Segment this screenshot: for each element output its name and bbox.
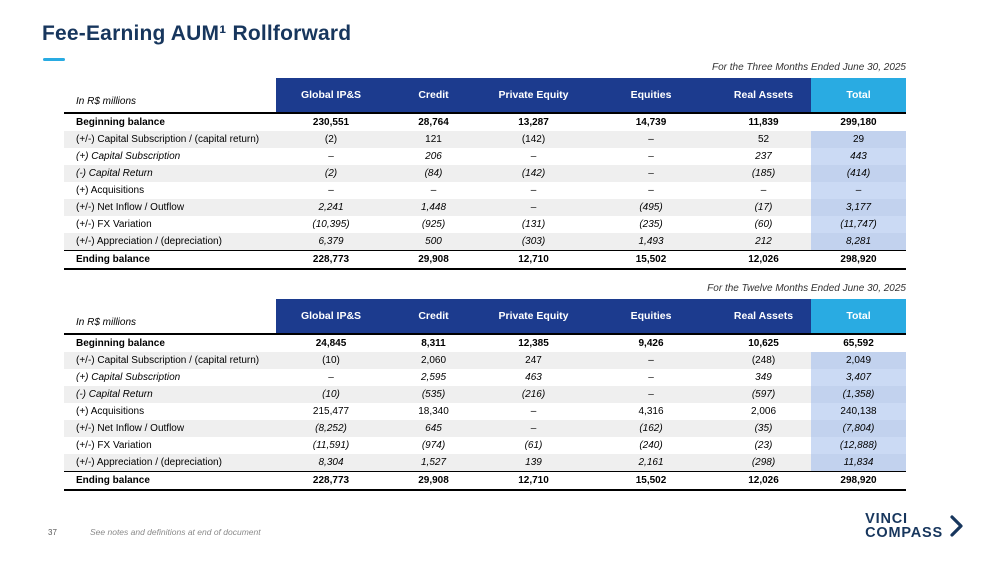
cell-value: – bbox=[328, 151, 334, 162]
cell-value: 228,773 bbox=[312, 254, 350, 265]
column-header: Total bbox=[811, 299, 906, 334]
column-header: Global IP&S bbox=[276, 78, 386, 113]
footnote: See notes and definitions at end of document bbox=[90, 527, 261, 537]
cell-value: 2,006 bbox=[750, 406, 777, 417]
row-label: Beginning balance bbox=[76, 117, 165, 128]
twelve-months-section bbox=[64, 283, 906, 491]
cell-value: 298,920 bbox=[840, 254, 877, 265]
row-label: (-) Capital Return bbox=[76, 389, 153, 400]
cell-value: 10,625 bbox=[748, 338, 779, 349]
cell-value: 52 bbox=[757, 134, 770, 145]
cell-value: (162) bbox=[639, 423, 663, 434]
cell-value: – bbox=[648, 151, 654, 162]
cell-value: (216) bbox=[521, 389, 546, 400]
cell-value: – bbox=[648, 355, 654, 366]
cell-value: (131) bbox=[521, 219, 546, 230]
cell-value: 645 bbox=[425, 423, 442, 434]
three-months-table bbox=[64, 78, 906, 270]
cell-value: 121 bbox=[425, 134, 442, 145]
page-title: Fee-Earning AUM¹ Rollforward bbox=[42, 22, 352, 45]
cell-value: 1,527 bbox=[420, 457, 447, 468]
cell-value: 2,595 bbox=[420, 372, 447, 383]
vinci-compass-logo bbox=[865, 512, 964, 540]
cell-value: (2) bbox=[324, 134, 338, 145]
cell-value: (7,804) bbox=[811, 420, 906, 437]
cell-value: – bbox=[530, 185, 537, 196]
cell-value: – bbox=[530, 423, 537, 434]
table-row bbox=[64, 403, 906, 420]
cell-value: 24,845 bbox=[315, 338, 347, 349]
cell-value: 2,060 bbox=[420, 355, 447, 366]
cell-value: (61) bbox=[524, 440, 543, 451]
table-body bbox=[64, 113, 906, 269]
cell-value: 13,287 bbox=[518, 117, 549, 128]
unit-label: In R$ millions bbox=[64, 299, 276, 334]
cell-value: 298,920 bbox=[840, 475, 877, 486]
cell-value: – bbox=[648, 372, 654, 383]
cell-value: – bbox=[811, 182, 906, 199]
cell-value: 2,161 bbox=[638, 457, 664, 468]
cell-value: 11,834 bbox=[811, 454, 906, 472]
cell-value: – bbox=[530, 406, 537, 417]
cell-value: 443 bbox=[811, 148, 906, 165]
cell-value: 215,477 bbox=[312, 406, 350, 417]
unit-label: In R$ millions bbox=[64, 78, 276, 113]
cell-value: – bbox=[648, 134, 654, 145]
row-label: (+/-) Appreciation / (depreciation) bbox=[76, 236, 222, 247]
table-header-row bbox=[64, 299, 906, 334]
cell-value: 14,739 bbox=[635, 117, 667, 128]
table-row bbox=[64, 454, 906, 472]
cell-value: (10) bbox=[322, 389, 340, 400]
table-row bbox=[64, 420, 906, 437]
three-months-section bbox=[64, 62, 906, 270]
row-label: (+/-) Capital Subscription / (capital return) bbox=[76, 134, 260, 145]
table-row bbox=[64, 165, 906, 182]
logo-line-vinci: VINCI bbox=[865, 511, 908, 527]
table-row bbox=[64, 199, 906, 216]
cell-value: (974) bbox=[421, 440, 446, 451]
cell-value: 12,026 bbox=[748, 254, 779, 265]
table-caption-twelve-months: For the Twelve Months Ended June 30, 2025 bbox=[707, 283, 906, 294]
cell-value: 12,710 bbox=[518, 254, 549, 265]
cell-value: 349 bbox=[755, 372, 772, 383]
cell-value: 12,385 bbox=[518, 338, 549, 349]
cell-value: (10) bbox=[322, 355, 340, 366]
row-label: Ending balance bbox=[76, 254, 150, 265]
row-label: (+/-) Capital Subscription / (capital return) bbox=[76, 355, 260, 366]
cell-value: (185) bbox=[751, 168, 776, 179]
cell-value: 8,311 bbox=[421, 338, 446, 349]
table-header-row bbox=[64, 78, 906, 113]
cell-value: (495) bbox=[639, 202, 663, 213]
cell-value: 463 bbox=[525, 372, 542, 383]
table-row bbox=[64, 352, 906, 369]
cell-value: (35) bbox=[754, 423, 773, 434]
table-row bbox=[64, 334, 906, 352]
cell-value: (23) bbox=[754, 440, 773, 451]
logo-chevron-icon bbox=[950, 515, 964, 537]
cell-value: 2,049 bbox=[811, 352, 906, 369]
column-header: Equities bbox=[586, 78, 716, 113]
cell-value: – bbox=[648, 389, 654, 400]
cell-value: 2,241 bbox=[318, 202, 344, 213]
cell-value: 240,138 bbox=[811, 403, 906, 420]
cell-value: (298) bbox=[751, 457, 776, 468]
cell-value: 230,551 bbox=[312, 117, 350, 128]
cell-value: (84) bbox=[424, 168, 443, 179]
cell-value: 3,177 bbox=[811, 199, 906, 216]
cell-value: 1,448 bbox=[420, 202, 447, 213]
cell-value: 29,908 bbox=[418, 254, 449, 265]
cell-value: 8,304 bbox=[318, 457, 344, 468]
table-row bbox=[64, 251, 906, 270]
cell-value: 15,502 bbox=[635, 475, 667, 486]
cell-value: 299,180 bbox=[840, 117, 877, 128]
cell-value: (597) bbox=[751, 389, 776, 400]
cell-value: (248) bbox=[751, 355, 776, 366]
column-header: Private Equity bbox=[481, 78, 586, 113]
cell-value: 139 bbox=[525, 457, 542, 468]
cell-value: 206 bbox=[425, 151, 442, 162]
column-header: Credit bbox=[386, 78, 481, 113]
cell-value: (11,591) bbox=[312, 440, 350, 451]
cell-value: – bbox=[530, 151, 537, 162]
column-header: Real Assets bbox=[716, 78, 811, 113]
cell-value: (925) bbox=[421, 219, 446, 230]
table-row bbox=[64, 386, 906, 403]
cell-value: 12,710 bbox=[518, 475, 549, 486]
row-label: (+/-) FX Variation bbox=[76, 440, 152, 451]
cell-value: 28,764 bbox=[418, 117, 449, 128]
table-row bbox=[64, 148, 906, 165]
cell-value: 237 bbox=[755, 151, 772, 162]
row-label: (+/-) Net Inflow / Outflow bbox=[76, 423, 185, 434]
cell-value: 247 bbox=[525, 355, 542, 366]
table-row bbox=[64, 216, 906, 233]
table-row bbox=[64, 131, 906, 148]
cell-value: (17) bbox=[754, 202, 773, 213]
cell-value: 15,502 bbox=[635, 254, 667, 265]
cell-value: – bbox=[430, 185, 437, 196]
column-header: Credit bbox=[386, 299, 481, 334]
cell-value: 1,493 bbox=[638, 236, 664, 247]
cell-value: 9,426 bbox=[638, 338, 664, 349]
row-label: Beginning balance bbox=[76, 338, 165, 349]
cell-value: 212 bbox=[755, 236, 772, 247]
cell-value: (8,252) bbox=[315, 423, 347, 434]
table-row bbox=[64, 113, 906, 131]
row-label: (+) Capital Subscription bbox=[76, 151, 181, 162]
table-caption-three-months: For the Three Months Ended June 30, 2025 bbox=[711, 62, 906, 73]
cell-value: – bbox=[760, 185, 767, 196]
cell-value: (142) bbox=[521, 168, 546, 179]
row-label: (+/-) Appreciation / (depreciation) bbox=[76, 457, 222, 468]
row-label: (-) Capital Return bbox=[76, 168, 153, 179]
column-header: Real Assets bbox=[716, 299, 811, 334]
table-body bbox=[64, 334, 906, 490]
table-row bbox=[64, 182, 906, 199]
cell-value: (240) bbox=[639, 440, 663, 451]
cell-value: – bbox=[648, 185, 654, 196]
cell-value: 500 bbox=[425, 236, 442, 247]
cell-value: – bbox=[530, 202, 537, 213]
page-number: 37 bbox=[48, 528, 57, 537]
cell-value: – bbox=[328, 372, 334, 383]
cell-value: 12,026 bbox=[748, 475, 779, 486]
cell-value: 228,773 bbox=[312, 475, 350, 486]
row-label: (+) Capital Subscription bbox=[76, 372, 181, 383]
cell-value: (142) bbox=[521, 134, 546, 145]
cell-value: (11,747) bbox=[811, 216, 906, 233]
cell-value: 6,379 bbox=[318, 236, 344, 247]
cell-value: 29,908 bbox=[418, 475, 449, 486]
cell-value: (535) bbox=[421, 389, 446, 400]
title-accent-bar bbox=[43, 58, 65, 61]
cell-value: (12,888) bbox=[811, 437, 906, 454]
cell-value: 29 bbox=[811, 131, 906, 148]
cell-value: – bbox=[328, 185, 334, 196]
cell-value: – bbox=[648, 168, 654, 179]
cell-value: 18,340 bbox=[418, 406, 449, 417]
row-label: (+/-) Net Inflow / Outflow bbox=[76, 202, 185, 213]
logo-text bbox=[865, 512, 943, 540]
cell-value: (2) bbox=[324, 168, 338, 179]
row-label: Ending balance bbox=[76, 475, 150, 486]
table-row bbox=[64, 472, 906, 491]
column-header: Equities bbox=[586, 299, 716, 334]
cell-value: (60) bbox=[754, 219, 773, 230]
twelve-months-table bbox=[64, 299, 906, 491]
cell-value: (1,358) bbox=[811, 386, 906, 403]
column-header: Total bbox=[811, 78, 906, 113]
cell-value: 11,839 bbox=[748, 117, 779, 128]
table-row bbox=[64, 233, 906, 251]
cell-value: 4,316 bbox=[638, 406, 664, 417]
column-header: Global IP&S bbox=[276, 299, 386, 334]
row-label: (+) Acquisitions bbox=[76, 406, 145, 417]
cell-value: 8,281 bbox=[811, 233, 906, 251]
cell-value: (235) bbox=[639, 219, 663, 230]
cell-value: 65,592 bbox=[843, 338, 874, 349]
row-label: (+) Acquisitions bbox=[76, 185, 145, 196]
cell-value: (303) bbox=[521, 236, 546, 247]
cell-value: 3,407 bbox=[811, 369, 906, 386]
row-label: (+/-) FX Variation bbox=[76, 219, 152, 230]
cell-value: (10,395) bbox=[312, 219, 350, 230]
table-row bbox=[64, 437, 906, 454]
column-header: Private Equity bbox=[481, 299, 586, 334]
cell-value: (414) bbox=[811, 165, 906, 182]
table-row bbox=[64, 369, 906, 386]
logo-line-compass: COMPASS bbox=[865, 525, 943, 541]
